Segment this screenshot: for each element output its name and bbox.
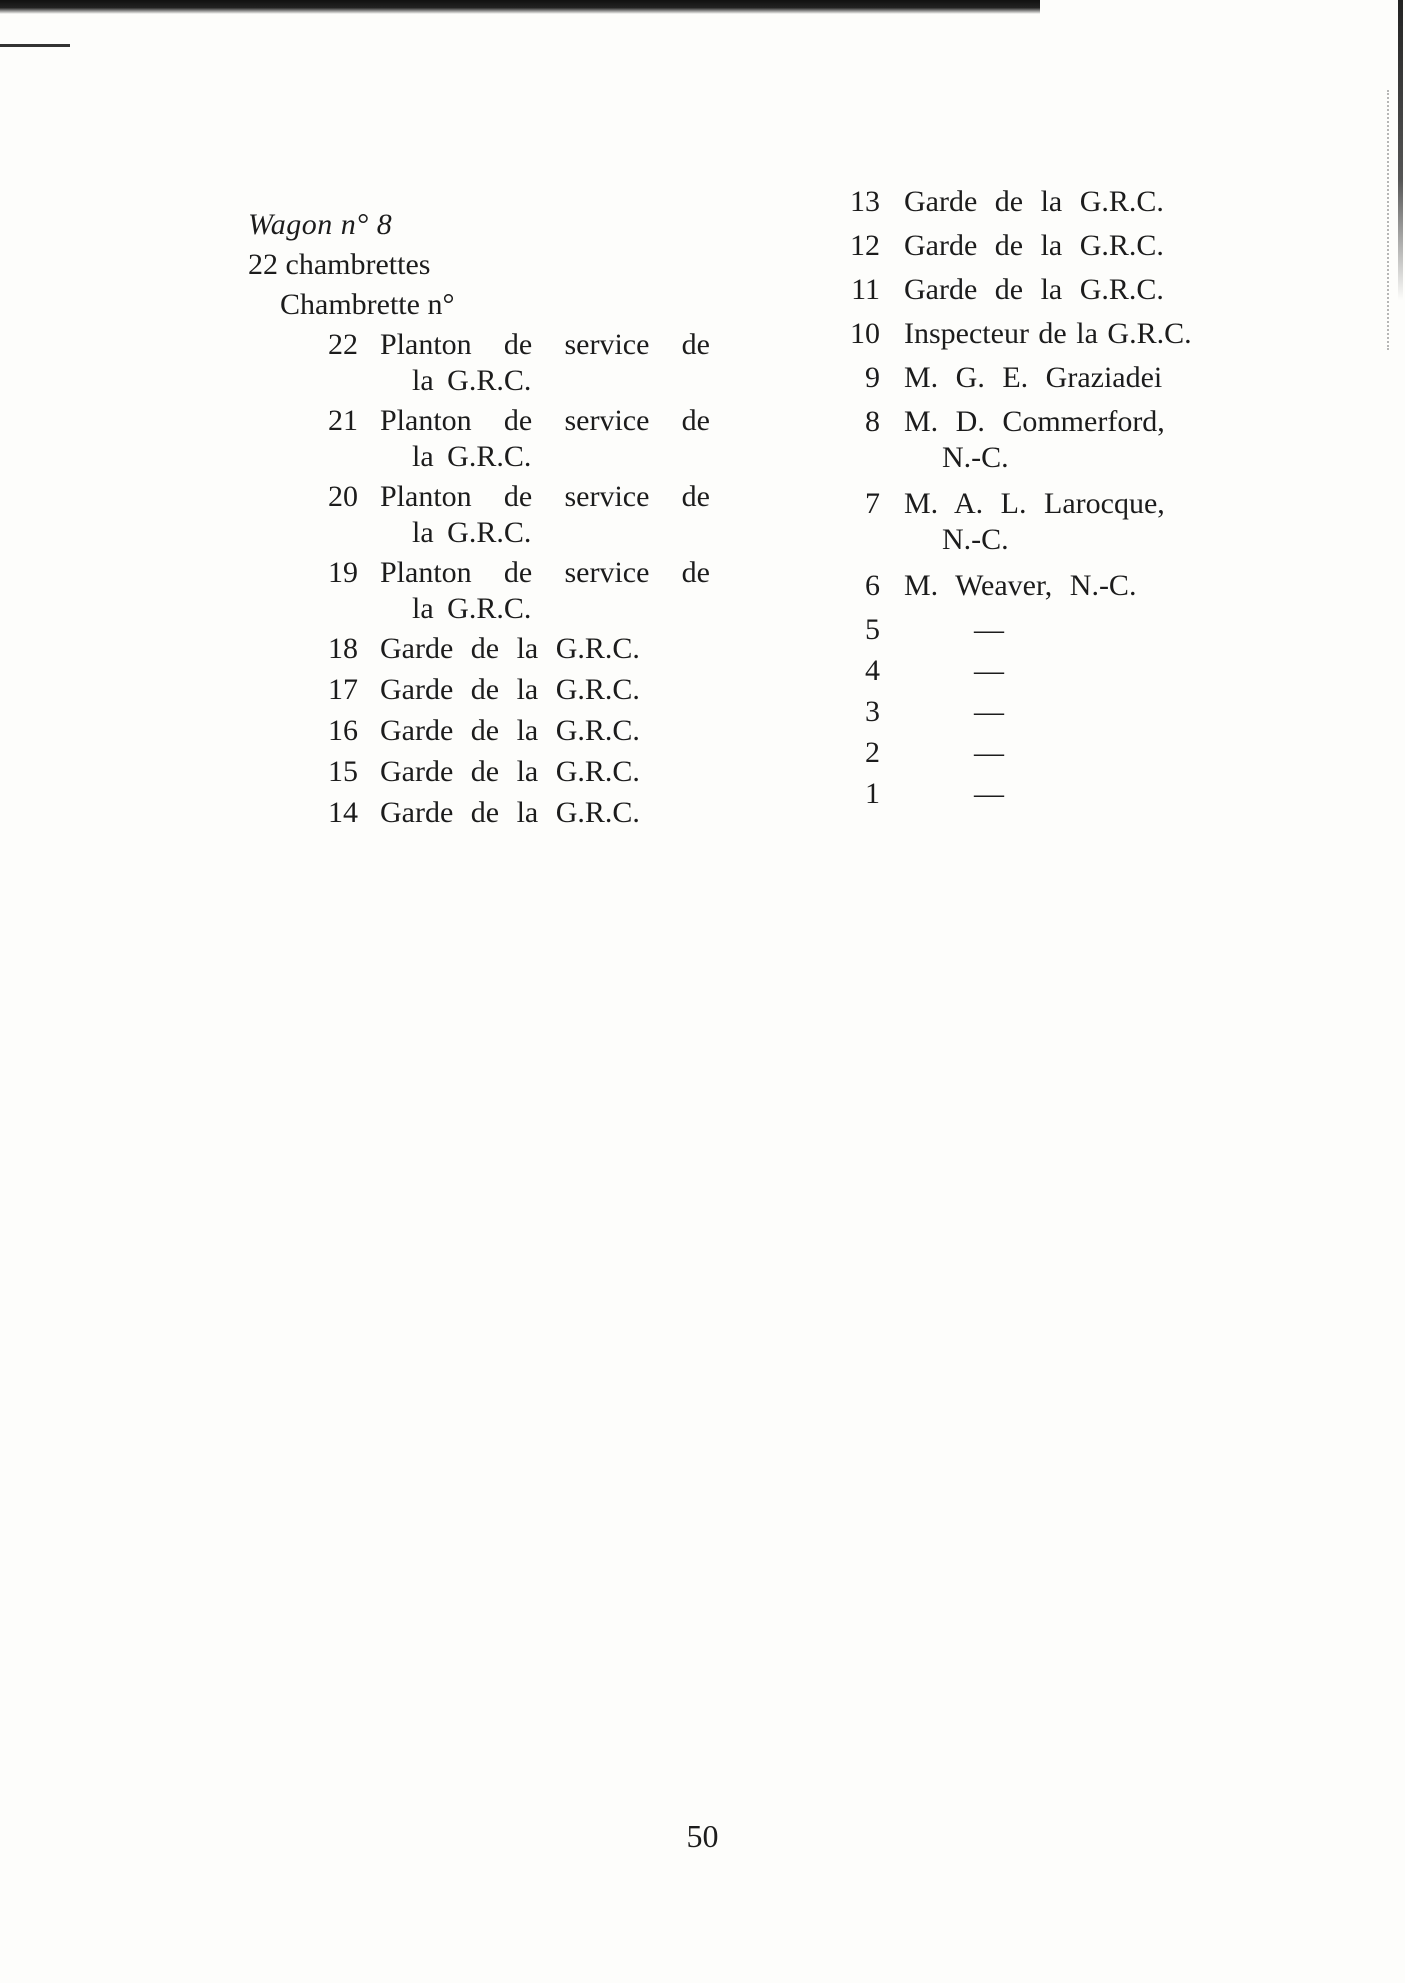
room-occupant <box>380 555 710 627</box>
room-occupant <box>904 776 1234 812</box>
list-item <box>836 486 1276 568</box>
room-number: 9 <box>865 361 880 394</box>
room-number: 6 <box>865 569 880 602</box>
vacant-dash: — <box>974 777 1004 810</box>
room-number: 11 <box>851 273 880 306</box>
room-number: 5 <box>865 613 880 646</box>
room-occupant <box>380 672 710 708</box>
occupant-line-1: Garde de la G.R.C. <box>904 273 1164 306</box>
occupant-line-2: la G.R.C. <box>412 516 532 549</box>
list-item <box>836 316 1276 360</box>
room-occupant <box>904 184 1234 220</box>
occupant-line-1: Garde de la G.R.C. <box>904 229 1164 262</box>
occupant-line-1: Garde de la G.R.C. <box>380 714 640 747</box>
list-item <box>248 479 748 555</box>
room-occupant <box>380 795 710 831</box>
occupant-line-1: Garde de la G.R.C. <box>380 632 640 665</box>
occupant-line-1: Garde de la G.R.C. <box>904 185 1164 218</box>
room-occupant <box>904 360 1234 396</box>
room-count: 22 chambrettes <box>248 248 431 281</box>
list-item <box>248 631 748 672</box>
scan-edge-mark <box>0 44 70 47</box>
room-occupant <box>904 228 1234 264</box>
room-number: 10 <box>850 317 880 350</box>
occupant-line-1: Garde de la G.R.C. <box>380 755 640 788</box>
room-occupant <box>904 735 1234 771</box>
room-number: 3 <box>865 695 880 728</box>
wagon-heading: Wagon n° 8 <box>248 208 393 241</box>
scan-edge-dots <box>1387 90 1391 350</box>
room-occupant <box>380 754 710 790</box>
room-occupant <box>380 327 710 399</box>
occupant-line-1: M. G. E. Graziadei <box>904 361 1163 394</box>
room-number: 17 <box>328 673 358 706</box>
room-occupant <box>380 631 710 667</box>
list-item <box>248 327 748 403</box>
room-occupant <box>904 486 1234 558</box>
room-occupant <box>904 612 1234 648</box>
list-item <box>836 612 1276 653</box>
room-occupant <box>904 404 1234 476</box>
room-number: 20 <box>328 480 358 513</box>
list-item <box>248 754 748 795</box>
right-column <box>836 184 1276 817</box>
room-occupant <box>380 713 710 749</box>
occupant-line-1: Planton de service de <box>380 404 710 437</box>
room-occupant <box>904 694 1234 730</box>
list-item <box>248 713 748 754</box>
occupant-line-1: M. D. Commerford, <box>904 405 1165 438</box>
list-item <box>248 555 748 631</box>
list-item <box>836 776 1276 817</box>
list-item <box>836 653 1276 694</box>
occupant-line-1: M. A. L. Larocque, <box>904 487 1165 520</box>
right-room-list <box>836 184 1276 817</box>
room-number: 13 <box>850 185 880 218</box>
occupant-line-1: Planton de service de <box>380 556 710 589</box>
occupant-line-1: Inspecteur de la G.R.C. <box>904 317 1192 350</box>
occupant-line-2: la G.R.C. <box>412 592 532 625</box>
list-item <box>836 735 1276 776</box>
room-number: 21 <box>328 404 358 437</box>
occupant-line-2: N.-C. <box>942 523 1009 556</box>
list-item <box>836 694 1276 735</box>
list-item <box>248 403 748 479</box>
list-item <box>248 672 748 713</box>
room-number: 12 <box>850 229 880 262</box>
room-occupant <box>904 272 1234 308</box>
list-item <box>836 184 1276 228</box>
occupant-line-1: Planton de service de <box>380 328 710 361</box>
occupant-line-1: Garde de la G.R.C. <box>380 796 640 829</box>
list-item <box>836 568 1276 612</box>
room-number: 1 <box>865 777 880 810</box>
occupant-line-1: Planton de service de <box>380 480 710 513</box>
room-number: 18 <box>328 632 358 665</box>
room-number: 14 <box>328 796 358 829</box>
room-number: 16 <box>328 714 358 747</box>
vacant-dash: — <box>974 736 1004 769</box>
list-item <box>248 795 748 836</box>
room-number: 2 <box>865 736 880 769</box>
room-occupant <box>904 316 1234 352</box>
list-item <box>836 228 1276 272</box>
scan-edge-right <box>1398 0 1403 300</box>
room-label: Chambrette n° <box>280 288 455 321</box>
occupant-line-1: M. Weaver, N.-C. <box>904 569 1137 602</box>
occupant-line-1: Garde de la G.R.C. <box>380 673 640 706</box>
page-number: 50 <box>686 1818 719 1854</box>
list-item <box>836 272 1276 316</box>
list-item <box>836 360 1276 404</box>
room-number: 22 <box>328 328 358 361</box>
room-occupant <box>380 479 710 551</box>
room-number: 8 <box>865 405 880 438</box>
room-number: 15 <box>328 755 358 788</box>
occupant-line-2: N.-C. <box>942 441 1009 474</box>
vacant-dash: — <box>974 613 1004 646</box>
occupant-line-2: la G.R.C. <box>412 440 532 473</box>
room-occupant <box>380 403 710 475</box>
occupant-line-2: la G.R.C. <box>412 364 532 397</box>
room-number: 19 <box>328 556 358 589</box>
left-room-list <box>248 327 748 836</box>
room-occupant <box>904 653 1234 689</box>
room-occupant <box>904 568 1234 604</box>
room-number: 4 <box>865 654 880 687</box>
vacant-dash: — <box>974 695 1004 728</box>
left-column <box>248 205 748 836</box>
scan-edge-top <box>0 0 1040 14</box>
room-number: 7 <box>865 487 880 520</box>
vacant-dash: — <box>974 654 1004 687</box>
list-item <box>836 404 1276 486</box>
